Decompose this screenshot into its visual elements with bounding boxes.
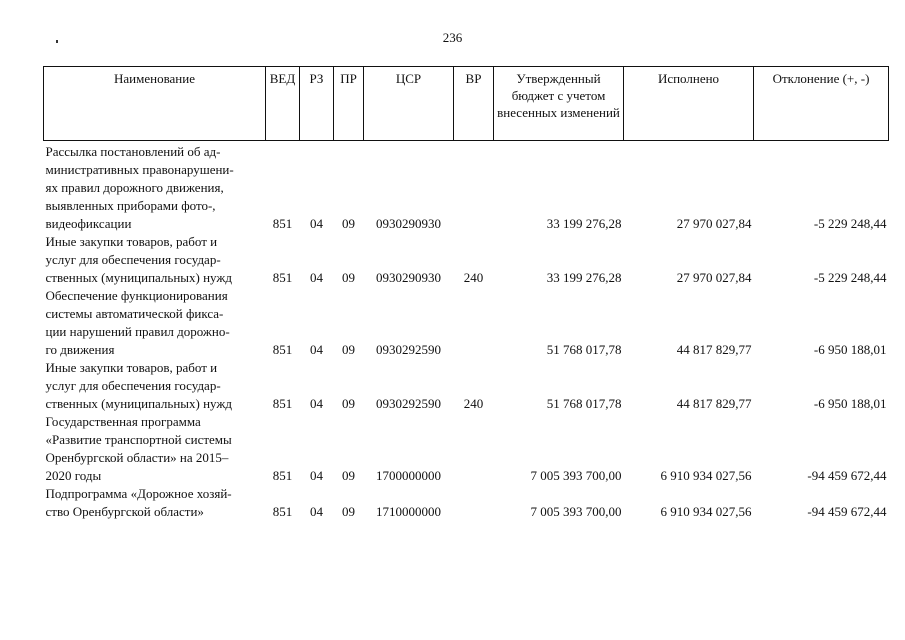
row-name-text: Иные закупки товаров, работ и услуг для обеспечения государ- ственных (муниципальных) нужд — [45, 234, 232, 285]
table-row — [44, 141, 889, 234]
row-approved: 7 005 393 700,00 — [530, 468, 622, 483]
row-deviation: -6 950 188,01 — [813, 342, 887, 357]
row-pr: 09 — [342, 504, 355, 519]
row-csr: 0930290930 — [376, 270, 441, 285]
row-approved: 7 005 393 700,00 — [530, 504, 622, 519]
row-rz: 04 — [310, 396, 323, 411]
row-name — [44, 287, 266, 359]
row-vr — [454, 485, 494, 521]
row-ved: 851 — [272, 342, 293, 357]
table-row — [44, 485, 889, 521]
row-approved: 33 199 276,28 — [546, 270, 622, 285]
table-header-row — [44, 67, 889, 141]
table-row — [44, 287, 889, 359]
row-approved: 51 768 017,78 — [546, 396, 622, 411]
table-row — [44, 233, 889, 287]
header-pr: ПР — [334, 67, 364, 141]
header-ved: ВЕД — [266, 67, 300, 141]
row-vr: 240 — [463, 270, 484, 285]
row-rz: 04 — [310, 270, 323, 285]
row-executed: 27 970 027,84 — [676, 216, 752, 231]
row-approved: 33 199 276,28 — [546, 216, 622, 231]
row-ved: 851 — [272, 216, 293, 231]
header-csr: ЦСР — [364, 67, 454, 141]
row-ved: 851 — [272, 468, 293, 483]
row-csr: 0930292590 — [376, 396, 441, 411]
row-rz: 04 — [310, 504, 323, 519]
row-name — [44, 413, 266, 485]
row-csr: 1710000000 — [376, 504, 441, 519]
row-ved: 851 — [272, 504, 293, 519]
row-deviation: -5 229 248,44 — [813, 216, 887, 231]
row-rz: 04 — [310, 468, 323, 483]
row-vr — [454, 141, 494, 234]
table-row — [44, 413, 889, 485]
row-deviation: -94 459 672,44 — [807, 504, 887, 519]
row-name — [44, 233, 266, 287]
row-executed: 44 817 829,77 — [676, 342, 752, 357]
row-csr: 0930290930 — [376, 216, 441, 231]
row-rz: 04 — [310, 342, 323, 357]
header-vr: ВР — [454, 67, 494, 141]
row-csr: 1700000000 — [376, 468, 441, 483]
row-pr: 09 — [342, 342, 355, 357]
row-name-text: Подпрограмма «Дорожное хозяй- ство Оренбургской области» — [45, 486, 232, 519]
row-deviation: -6 950 188,01 — [813, 396, 887, 411]
row-executed: 6 910 934 027,56 — [660, 468, 752, 483]
header-executed: Исполнено — [624, 67, 754, 141]
row-name — [44, 141, 266, 234]
row-pr: 09 — [342, 396, 355, 411]
row-deviation: -5 229 248,44 — [813, 270, 887, 285]
header-name: Наименование — [44, 67, 266, 141]
row-name — [44, 485, 266, 521]
row-approved: 51 768 017,78 — [546, 342, 622, 357]
row-name-text: Государственная программа «Развитие транспортной системы Оренбургской области» на 2015– 2020 годы — [45, 414, 232, 483]
row-deviation: -94 459 672,44 — [807, 468, 887, 483]
scan-artifact — [56, 40, 58, 43]
row-executed: 27 970 027,84 — [676, 270, 752, 285]
row-vr — [454, 413, 494, 485]
row-rz: 04 — [310, 216, 323, 231]
row-executed: 6 910 934 027,56 — [660, 504, 752, 519]
row-executed: 44 817 829,77 — [676, 396, 752, 411]
row-name-text: Обеспечение функционирования системы автоматической фикса- ции нарушений правил дорожно- го движения — [45, 288, 230, 357]
row-vr — [454, 287, 494, 359]
row-name — [44, 359, 266, 413]
page-number: 236 — [442, 30, 463, 45]
row-name-text: Иные закупки товаров, работ и услуг для обеспечения государ- ственных (муниципальных) нужд — [45, 360, 232, 411]
row-ved: 851 — [272, 396, 293, 411]
row-vr: 240 — [463, 396, 484, 411]
header-approved: Утвержденный бюджет с учетом внесенных изменений — [494, 67, 624, 141]
row-ved: 851 — [272, 270, 293, 285]
table-row — [44, 359, 889, 413]
row-pr: 09 — [342, 216, 355, 231]
row-pr: 09 — [342, 468, 355, 483]
row-csr: 0930292590 — [376, 342, 441, 357]
header-deviation: Отклонение (+, -) — [754, 67, 889, 141]
row-name-text: Рассылка постановлений об ад- министративных правонарушени- ях правил дорожного движения, выявленных приборами фото-, видеофиксации — [45, 144, 234, 231]
row-pr: 09 — [342, 270, 355, 285]
header-rz: РЗ — [300, 67, 334, 141]
budget-table — [43, 66, 889, 521]
